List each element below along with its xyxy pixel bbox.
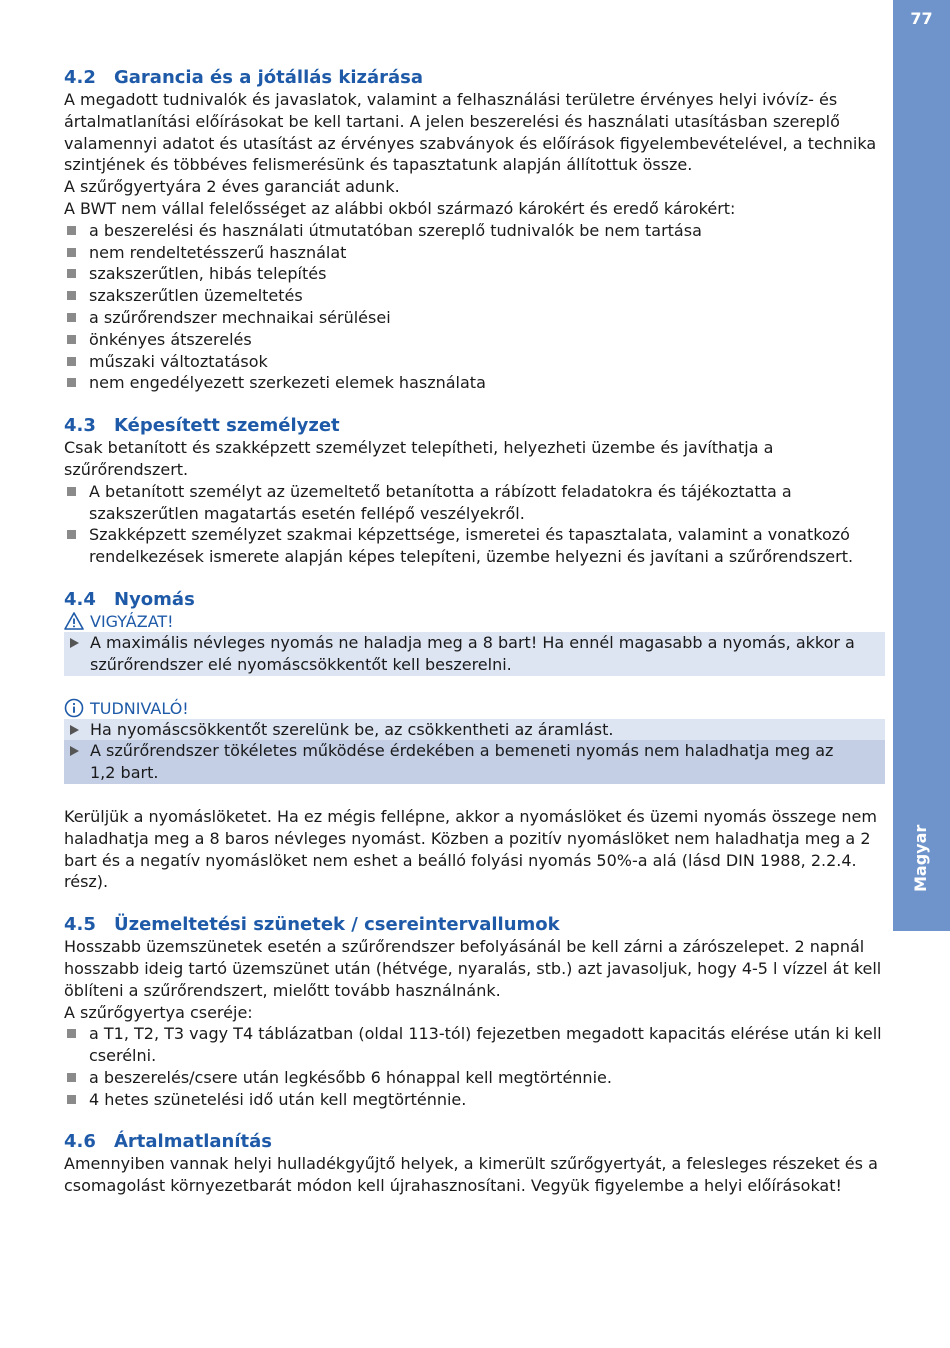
section-heading (64, 414, 889, 437)
warning-text: A maximális névleges nyomás ne haladja meg a 8 bart! Ha ennél magasabb a nyomás, akkor a szűrőrendszer elé nyomáscsökkentőt kell beszerelni. (90, 632, 855, 674)
paragraph: Kerüljük a nyomáslöketet. Ha ez mégis fellépne, akkor a nyomáslöket és üzemi nyomás összege nem haladhatja meg a 8 baros névleges nyomást. Közben a pozitív nyomáslöket nem haladhatja meg a 2 bart és a negatív nyomáslöket nem eshet a beálló folyási nyomás 50%-a alá (lásd DIN 1988, 2.2.4. rész). (64, 806, 877, 892)
section-4-2 (64, 66, 889, 394)
arrow-bullet-icon (70, 638, 79, 648)
list-item: A betanított személyt az üzemeltető betanította a rábízott feladatokra és tájékoztatta a szakszerűtlen magatartás esetén fellépő veszélyekről. (64, 481, 889, 525)
warning-triangle-icon (64, 611, 84, 631)
section-4-5 (64, 913, 889, 1110)
note-label: TUDNIVALÓ! (90, 698, 189, 718)
warning-item (64, 632, 885, 676)
note-text: A szűrőrendszer tökéletes működése érdekében a bemeneti nyomás nem haladhatja meg az 1,2 bart. (90, 741, 834, 783)
section-number: 4.2 (64, 67, 96, 88)
note-item (64, 740, 885, 784)
language-label: Magyar (911, 824, 930, 892)
note-item (64, 719, 885, 741)
paragraph: Csak betanított és szakképzett személyzet telepítheti, helyezheti üzembe és javíthatja a szűrőrendszert. (64, 438, 774, 479)
warning-label: VIGYÁZAT! (90, 611, 174, 631)
arrow-bullet-icon (70, 725, 79, 735)
section-title: Ártalmatlanítás (114, 1131, 273, 1153)
paragraph: A szűrőgyertya cseréje: (64, 1002, 253, 1022)
section-title: Garancia és a jótállás kizárása (114, 67, 424, 88)
page-number: 77 (910, 9, 933, 28)
paragraph: Hosszabb üzemszünetek esetén a szűrőrendszer befolyásánál be kell zárni a zárószelepet. 2 napnál hosszabb ideig tartó üzemszünet után (hétvége, nyaralás, stb.) azt javasoljuk, hogy 4-5 l vízzel át kell öblíteni a szűrőrendszert, mielőtt tovább használnánk. (64, 937, 882, 1000)
section-heading (64, 588, 889, 611)
section-title: Képesített személyzet (114, 415, 340, 437)
warning-box (64, 632, 885, 676)
list-item: Szakképzett személyzet szakmai képzettsége, ismeretei és tapasztalata, valamint a vonatkozó rendelkezések ismerete alapján képes telepíteni, üzembe helyezni és javítani a szűrőrendszert. (64, 524, 889, 568)
section-number: 4.3 (64, 415, 96, 437)
warning-header (64, 611, 889, 632)
paragraph: Amennyiben vannak helyi hulladékgyűjtő helyek, a kimerült szűrőgyertyát, a felesleges részeket és a csomagolást környezetbarát módon kell újrahasznosítani. Vegyük figyelembe a helyi előírásokat! (64, 1154, 878, 1196)
section-heading (64, 66, 889, 89)
arrow-bullet-icon (70, 746, 79, 756)
paragraph: A megadott tudnivalók és javaslatok, valamint a felhasználási területre érvényes helyi ivóvíz- és ártalmatlanítási előírásokat be kell tartani. A jelen beszerelési és használati utasításban szereplő valamennyi adatot és utasítást az érvényes szabványok és előírások figyelembevételével, a technika szintjének és többéves felismerésünk és tapasztatunk alapján állítottuk össze. (64, 90, 877, 175)
list-item: nem rendeltetésszerű használat (64, 242, 889, 264)
section-title: Üzemeltetési szünetek / csereintervallumok (114, 914, 560, 936)
bullet-list (64, 1023, 889, 1110)
section-heading (64, 913, 889, 936)
list-item: önkényes átszerelés (64, 329, 889, 351)
bullet-list (64, 481, 889, 568)
bullet-list (64, 220, 889, 394)
list-item: nem engedélyezett szerkezeti elemek használata (64, 372, 889, 394)
section-heading (64, 1130, 889, 1153)
list-item: a beszerelési és használati útmutatóban szereplő tudnivalók be nem tartása (64, 220, 889, 242)
note-header (64, 698, 889, 719)
paragraph: A szűrőgyertyára 2 éves garanciát adunk. (64, 177, 400, 197)
list-item: szakszerűtlen üzemeltetés (64, 285, 889, 307)
page-content (64, 66, 889, 1217)
section-number: 4.4 (64, 588, 96, 610)
section-title: Nyomás (114, 588, 195, 610)
note-text: Ha nyomáscsökkentőt szerelünk be, az csökkentheti az áramlást. (90, 719, 614, 739)
language-sidebar (893, 0, 950, 931)
list-item: műszaki változtatások (64, 351, 889, 373)
list-item: a T1, T2, T3 vagy T4 táblázatban (oldal 113-tól) fejezetben megadott kapacitás elérése után ki kell cserélni. (64, 1023, 889, 1067)
section-number: 4.5 (64, 914, 96, 936)
list-item: a beszerelés/csere után legkésőbb 6 hónappal kell megtörténnie. (64, 1067, 889, 1089)
list-item: 4 hetes szünetelési idő után kell megtörténnie. (64, 1089, 889, 1111)
list-item: a szűrőrendszer mechnaikai sérülései (64, 307, 889, 329)
section-4-3 (64, 414, 889, 568)
section-number: 4.6 (64, 1131, 96, 1153)
note-box (64, 719, 885, 784)
info-icon (64, 698, 84, 718)
section-4-4 (64, 588, 889, 893)
paragraph: A BWT nem vállal felelősséget az alábbi okból származó károkért és eredő károkért: (64, 198, 736, 218)
section-4-6 (64, 1130, 889, 1197)
list-item: szakszerűtlen, hibás telepítés (64, 263, 889, 285)
